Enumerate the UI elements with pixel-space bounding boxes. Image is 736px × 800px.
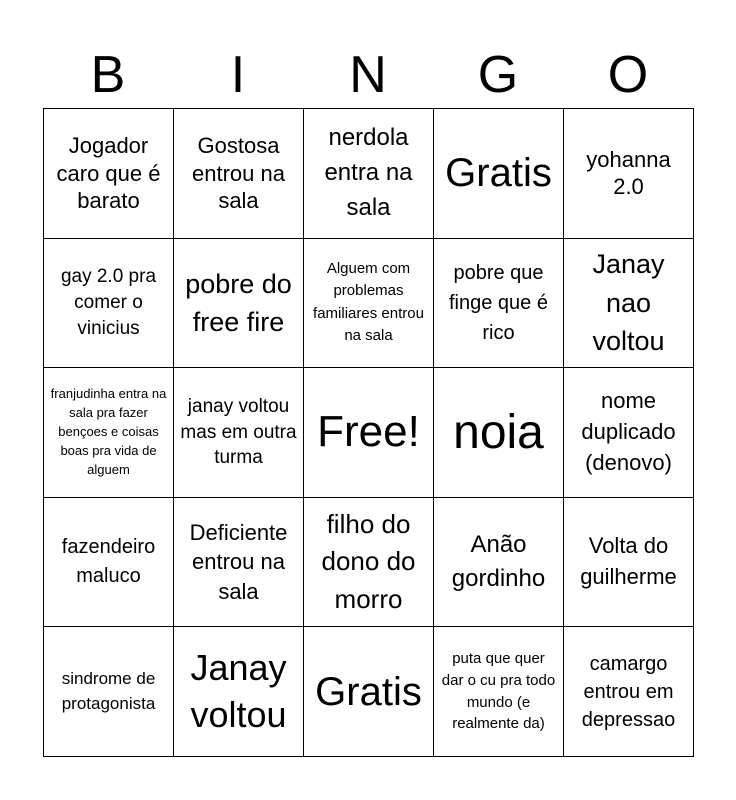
cell-text: sindrome de protagonista <box>61 669 156 713</box>
cell-text: Alguem com problemas familiares entrou na sala <box>313 259 424 345</box>
bingo-cell[interactable] <box>434 498 564 628</box>
bingo-header <box>43 42 693 108</box>
cell-text: camargo entrou em depressao <box>581 652 676 731</box>
cell-text: noia <box>453 405 544 459</box>
cell-text: pobre do free fire <box>185 268 292 337</box>
bingo-cell[interactable] <box>434 109 564 239</box>
bingo-cell[interactable] <box>564 109 694 239</box>
bingo-cell[interactable] <box>434 239 564 369</box>
bingo-cell[interactable] <box>434 627 564 757</box>
bingo-cell[interactable] <box>44 627 174 757</box>
bingo-cell[interactable] <box>304 109 434 239</box>
bingo-cell[interactable] <box>44 239 174 369</box>
cell-text: Gratis <box>315 669 422 714</box>
cell-text: Janay nao voltou <box>592 249 665 357</box>
bingo-cell[interactable] <box>564 239 694 369</box>
header-letter-i: I <box>230 46 246 104</box>
cell-text: franjudinha entra na sala pra fazer bençoes e coisas boas pra vida de alguem <box>50 386 167 477</box>
cell-text: pobre que finge que é rico <box>449 261 548 344</box>
bingo-cell[interactable] <box>564 498 694 628</box>
header-letter-o: O <box>607 46 649 104</box>
bingo-cell[interactable] <box>174 239 304 369</box>
cell-text: Free! <box>317 407 420 457</box>
cell-text: janay voltou mas em outra turma <box>180 396 297 469</box>
bingo-cell[interactable] <box>44 368 174 498</box>
header-letter-g: G <box>477 46 519 104</box>
cell-text: yohanna 2.0 <box>586 146 671 200</box>
bingo-cell[interactable] <box>304 239 434 369</box>
bingo-cell[interactable] <box>174 498 304 628</box>
cell-text: Jogador caro que é barato <box>56 133 161 214</box>
cell-text: fazendeiro maluco <box>61 536 156 588</box>
cell-text: Volta do guilherme <box>580 533 677 590</box>
cell-text: Janay voltou <box>190 646 287 735</box>
bingo-board <box>43 108 694 757</box>
cell-text: filho do dono do morro <box>321 508 416 614</box>
bingo-cell[interactable] <box>304 368 434 498</box>
cell-text: gay 2.0 pra comer o vinicius <box>60 266 157 339</box>
bingo-cell[interactable] <box>434 368 564 498</box>
cell-text: nome duplicado (denovo) <box>581 388 676 475</box>
header-letter-b: B <box>90 46 126 104</box>
bingo-cell[interactable] <box>174 627 304 757</box>
bingo-cell[interactable] <box>564 368 694 498</box>
header-letter-n: N <box>349 46 387 104</box>
bingo-cell[interactable] <box>44 109 174 239</box>
cell-text: Deficiente entrou na sala <box>189 519 288 604</box>
bingo-cell[interactable] <box>44 498 174 628</box>
bingo-cell[interactable] <box>304 498 434 628</box>
bingo-cell[interactable] <box>174 109 304 239</box>
cell-text: Gostosa entrou na sala <box>192 133 285 214</box>
bingo-cell[interactable] <box>564 627 694 757</box>
bingo-cell[interactable] <box>174 368 304 498</box>
bingo-cell[interactable] <box>304 627 434 757</box>
cell-text: Anão gordinho <box>451 531 546 593</box>
cell-text: puta que quer dar o cu pra todo mundo (e realmente da) <box>441 650 556 733</box>
cell-text: nerdola entra na sala <box>324 124 413 221</box>
cell-text: Gratis <box>445 151 552 196</box>
